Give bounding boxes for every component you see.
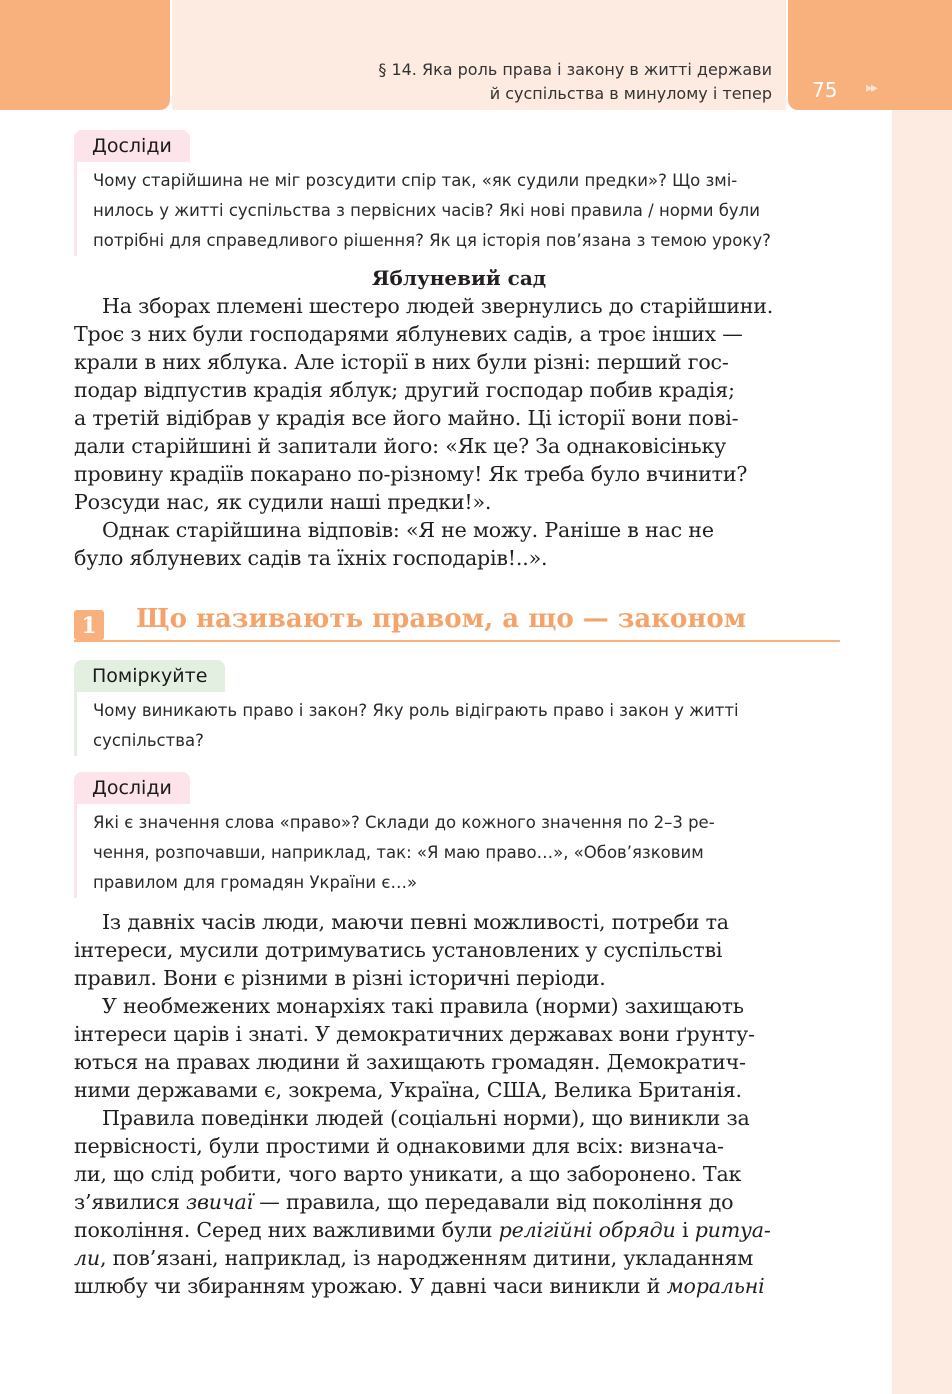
- body-text-span: і: [675, 1218, 695, 1242]
- story-line: Троє з них були господарями яблуневих садів, а троє інших —: [74, 322, 743, 346]
- story-text: [74, 292, 842, 572]
- research-box-line: нилось у житті суспільства з первісних часів? Які нові правила / норми були: [93, 201, 760, 220]
- body-text-span: — правила, що передавали від покоління до: [252, 1190, 734, 1214]
- running-title-line-2: й суспільства в минулому і тепер: [489, 84, 772, 103]
- body-text-span: покоління. Серед них важливими були: [74, 1218, 499, 1242]
- story-title: Яблуневий сад: [371, 266, 547, 290]
- think-box-line: Чому виникають право і закон? Яку роль відіграють право і закон у житті: [93, 701, 739, 720]
- section-divider: [74, 640, 840, 642]
- running-title: [252, 58, 772, 106]
- story-line: Однак старійшина відповів: «Я не можу. Раніше в нас не: [102, 518, 714, 542]
- research-box-tab: Досліди: [74, 130, 190, 162]
- research-box-2: [74, 772, 844, 898]
- term-rituals-start: ритуа-: [694, 1218, 771, 1242]
- body-line: інтереси царів і знаті. У демократичних державах вони ґрунту-: [74, 1022, 755, 1046]
- body-text: [74, 908, 842, 1300]
- body-text-span: з’явилися: [74, 1190, 186, 1214]
- story-line: На зборах племені шестеро людей звернулись до старійшини.: [102, 294, 774, 318]
- story-line: дали старійшині й запитали його: «Як це? За однаковісіньку: [74, 434, 727, 458]
- term-religious-rites: релігійні обряди: [498, 1218, 676, 1242]
- research-box-body: [74, 162, 844, 256]
- story-line: а третій відібрав у крадія все його майно. Ці історії вони пові-: [74, 406, 739, 430]
- next-page-arrows-icon: ▸▸: [866, 80, 877, 96]
- body-text-span: шлюбу чи збиранням урожаю. У давні часи виникли й: [74, 1274, 667, 1298]
- body-line: правил. Вони є різними в різні історичні періоди.: [74, 966, 606, 990]
- story-line: подар відпустив крадія яблук; другий господар побив крадія;: [74, 378, 735, 402]
- running-title-line-1: § 14. Яка роль права і закону в житті держави: [378, 60, 772, 79]
- story-line: Розсуди нас, як судили наші предки!».: [74, 490, 492, 514]
- think-box-tab: Поміркуйте: [74, 660, 225, 692]
- research-box-line: потрібні для справедливого рішення? Як ця історія пов’язана з темою уроку?: [93, 231, 771, 250]
- body-line: ються на правах людини й захищають громадян. Демократич-: [74, 1050, 746, 1074]
- research-box-2-body: [74, 804, 844, 898]
- research-box-line: Чому старійшина не міг розсудити спір так, «як судили предки»? Що змі-: [93, 171, 738, 190]
- body-text-span: , пов’язані, наприклад, із народженням дитини, укладанням: [99, 1246, 754, 1270]
- think-box-body: [74, 692, 844, 756]
- body-line: [74, 1188, 842, 1216]
- body-line: У необмежених монархіях такі правила (норми) захищають: [102, 994, 744, 1018]
- body-line: Із давніх часів люди, маючи певні можливості, потреби та: [102, 910, 729, 934]
- term-rituals-end: ли: [74, 1246, 100, 1270]
- term-moral: моральні: [666, 1274, 765, 1298]
- think-box-line: суспільства?: [93, 731, 204, 750]
- term-customs: звичаї: [185, 1190, 253, 1214]
- research-box-2-line: правилом для громадян України є…»: [93, 873, 418, 892]
- section-title: Що називають правом, а що — законом: [136, 604, 747, 634]
- research-box-2-line: чення, розпочавши, наприклад, так: «Я маю право…», «Обов’язковим: [93, 843, 704, 862]
- body-line: [74, 1244, 842, 1272]
- think-box: [74, 660, 844, 756]
- body-line: [74, 1272, 842, 1300]
- story-line: було яблуневих садів та їхніх господарів!..».: [74, 546, 548, 570]
- page-number: 75: [812, 78, 838, 102]
- section-number: 1: [74, 610, 104, 640]
- body-line: ними державами є, зокрема, Україна, США, Велика Британія.: [74, 1078, 742, 1102]
- research-box-2-tab: Досліди: [74, 772, 190, 804]
- research-box: [74, 130, 844, 256]
- story-line: крали в них яблука. Але історії в них були різні: перший гос-: [74, 350, 729, 374]
- page-margin-strip: [892, 110, 952, 1394]
- research-box-2-line: Які є значення слова «право»? Склади до кожного значення по 2–3 ре-: [93, 813, 715, 832]
- body-line: первісності, були простими й однаковими для всіх: визнача-: [74, 1134, 724, 1158]
- header-left-block: [0, 0, 170, 110]
- body-line: Правила поведінки людей (соціальні норми), що виникли за: [102, 1106, 750, 1130]
- story-line: провину крадіїв покарано по-різному! Як треба було вчинити?: [74, 462, 748, 486]
- body-line: ли, що слід робити, чого варто уникати, а що заборонено. Так: [74, 1162, 742, 1186]
- body-line: інтереси, мусили дотримуватись установлених у суспільстві: [74, 938, 723, 962]
- body-line: [74, 1216, 842, 1244]
